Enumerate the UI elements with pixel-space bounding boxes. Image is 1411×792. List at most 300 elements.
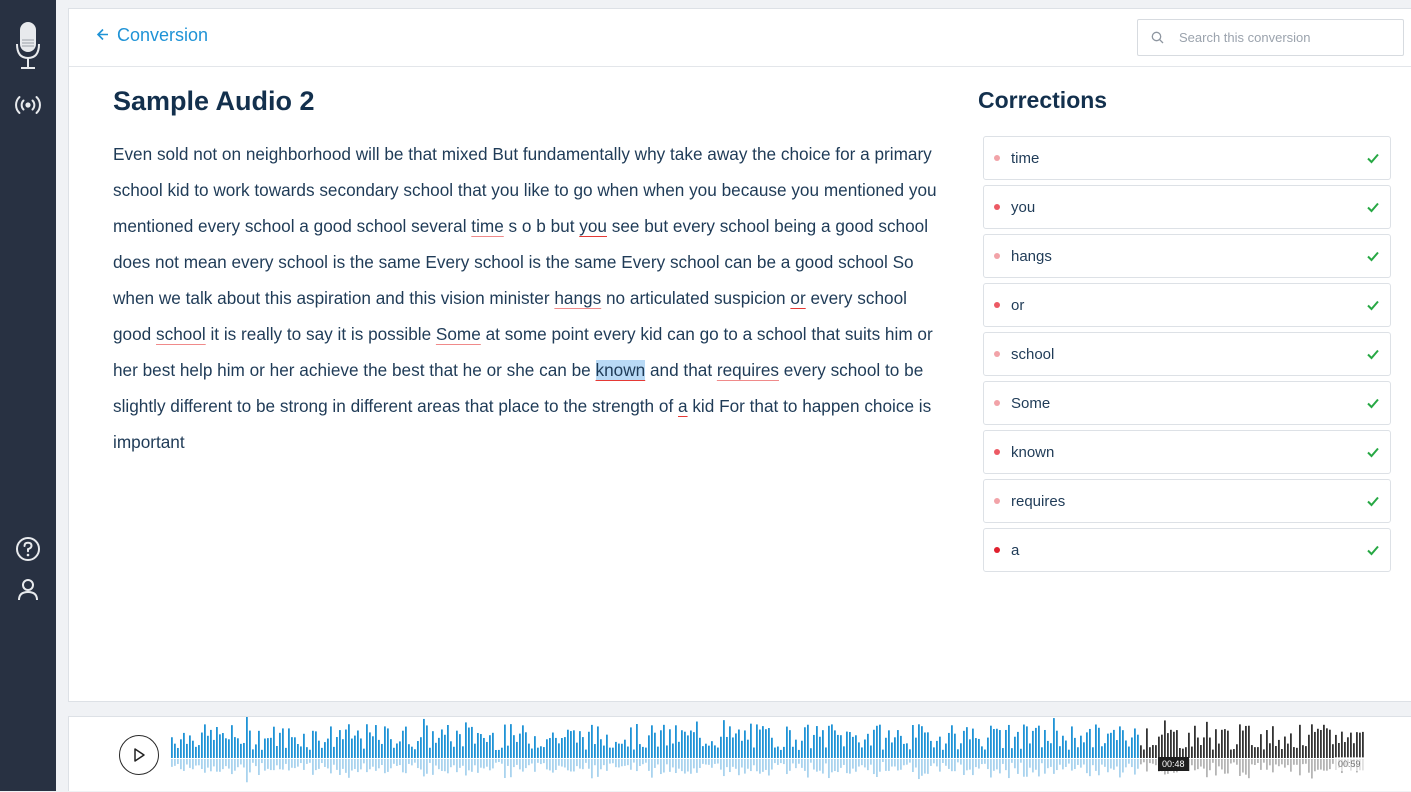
waveform-reflection bbox=[294, 759, 296, 768]
waveform-bar bbox=[1071, 726, 1073, 758]
waveform-bar bbox=[1086, 732, 1088, 758]
waveform-bar bbox=[954, 734, 956, 758]
checkmark-icon[interactable] bbox=[1366, 347, 1380, 361]
severity-dot bbox=[994, 204, 1000, 210]
flagged-word[interactable]: known bbox=[595, 360, 646, 380]
waveform-reflection bbox=[402, 759, 404, 772]
waveform-reflection bbox=[1143, 759, 1145, 762]
waveform-bar bbox=[768, 728, 770, 758]
waveform-bar bbox=[495, 750, 497, 758]
transcript-segment: s o b but bbox=[503, 216, 580, 236]
flagged-word[interactable]: a bbox=[678, 396, 688, 416]
waveform-bar bbox=[1308, 735, 1310, 758]
correction-item[interactable] bbox=[983, 185, 1391, 229]
waveform-bar bbox=[825, 747, 827, 758]
waveform-reflection bbox=[702, 759, 704, 764]
waveform-bar bbox=[1203, 737, 1205, 758]
correction-item[interactable] bbox=[983, 479, 1391, 523]
waveform-bar bbox=[225, 738, 227, 758]
waveform-reflection bbox=[957, 759, 959, 762]
waveform-bar bbox=[849, 732, 851, 758]
correction-item[interactable] bbox=[983, 430, 1391, 474]
waveform-reflection bbox=[288, 759, 290, 770]
waveform-reflection bbox=[648, 759, 650, 771]
checkmark-icon[interactable] bbox=[1366, 494, 1380, 508]
waveform-reflection bbox=[684, 759, 686, 774]
waveform-bar bbox=[1041, 747, 1043, 758]
waveform-bar bbox=[240, 744, 242, 758]
waveform-bar bbox=[1326, 728, 1328, 758]
waveform-bar bbox=[687, 735, 689, 758]
waveform-reflection bbox=[534, 759, 536, 772]
waveform-reflection bbox=[345, 759, 347, 773]
waveform-reflection bbox=[879, 759, 881, 772]
waveform[interactable] bbox=[169, 717, 1369, 792]
waveform-reflection bbox=[1149, 759, 1151, 763]
waveform-reflection bbox=[651, 759, 653, 778]
waveform-reflection bbox=[1116, 759, 1118, 767]
waveform-bar bbox=[591, 725, 593, 758]
waveform-reflection bbox=[489, 759, 491, 770]
waveform-bar bbox=[1305, 746, 1307, 758]
waveform-reflection bbox=[705, 759, 707, 765]
waveform-reflection bbox=[675, 759, 677, 773]
waveform-bar bbox=[1248, 726, 1250, 758]
waveform-bar bbox=[408, 744, 410, 758]
waveform-bar bbox=[663, 725, 665, 758]
waveform-reflection bbox=[795, 759, 797, 768]
waveform-reflection bbox=[339, 759, 341, 775]
waveform-bar bbox=[543, 747, 545, 758]
waveform-reflection bbox=[597, 759, 599, 777]
transcript-text[interactable] bbox=[113, 136, 943, 460]
waveform-bar bbox=[846, 732, 848, 758]
waveform-bar bbox=[816, 726, 818, 758]
waveform-reflection bbox=[471, 759, 473, 772]
waveform-reflection bbox=[1215, 759, 1217, 775]
waveform-bar bbox=[441, 729, 443, 758]
correction-item[interactable] bbox=[983, 234, 1391, 278]
waveform-reflection bbox=[1248, 759, 1250, 778]
waveform-bar bbox=[636, 724, 638, 758]
waveform-bar bbox=[486, 742, 488, 758]
waveform-reflection bbox=[219, 759, 221, 772]
correction-item[interactable] bbox=[983, 136, 1391, 180]
waveform-reflection bbox=[1227, 759, 1229, 773]
correction-item[interactable] bbox=[983, 528, 1391, 572]
flagged-word[interactable]: Some bbox=[435, 324, 481, 344]
waveform-reflection bbox=[321, 759, 323, 763]
corrections-title: Corrections bbox=[978, 87, 1108, 113]
correction-word: requires bbox=[1011, 492, 1066, 510]
waveform-reflection bbox=[1218, 759, 1220, 766]
waveform-bar bbox=[468, 728, 470, 758]
waveform-bar bbox=[915, 738, 917, 758]
waveform-reflection bbox=[972, 759, 974, 775]
checkmark-icon[interactable] bbox=[1366, 543, 1380, 557]
waveform-bar bbox=[552, 733, 554, 758]
waveform-reflection bbox=[378, 759, 380, 768]
waveform-bar bbox=[624, 740, 626, 758]
waveform-bar bbox=[357, 730, 359, 758]
waveform-bar bbox=[429, 748, 431, 758]
checkmark-icon[interactable] bbox=[1366, 249, 1380, 263]
waveform-reflection bbox=[720, 759, 722, 770]
waveform-bar bbox=[1242, 731, 1244, 758]
flagged-word[interactable]: time bbox=[471, 216, 504, 236]
waveform-bar bbox=[720, 737, 722, 758]
waveform-bar bbox=[918, 724, 920, 758]
waveform-reflection bbox=[285, 759, 287, 764]
waveform-reflection bbox=[1095, 759, 1097, 771]
waveform-bar bbox=[837, 735, 839, 758]
waveform-reflection bbox=[1077, 759, 1079, 765]
waveform-reflection bbox=[1089, 759, 1091, 776]
waveform-reflection bbox=[672, 759, 674, 767]
waveform-reflection bbox=[936, 759, 938, 766]
waveform-reflection bbox=[1050, 759, 1052, 767]
waveform-reflection bbox=[996, 759, 998, 769]
transcript-segment: every school good bbox=[113, 288, 907, 344]
waveform-reflection bbox=[594, 759, 596, 765]
waveform-bar bbox=[1341, 732, 1343, 758]
waveform-bar bbox=[237, 738, 239, 758]
waveform-reflection bbox=[267, 759, 269, 769]
waveform-bar bbox=[1011, 748, 1013, 758]
waveform-bar bbox=[852, 737, 854, 758]
waveform-reflection bbox=[951, 759, 953, 771]
waveform-bar bbox=[534, 736, 536, 758]
waveform-bar bbox=[1347, 737, 1349, 758]
waveform-bar bbox=[1278, 740, 1280, 758]
waveform-bar bbox=[426, 725, 428, 758]
waveform-bar bbox=[501, 748, 503, 758]
waveform-reflection bbox=[624, 759, 626, 766]
waveform-reflection bbox=[1308, 759, 1310, 773]
waveform-reflection bbox=[669, 759, 671, 772]
waveform-reflection bbox=[432, 759, 434, 775]
waveform-reflection bbox=[726, 759, 728, 767]
waveform-reflection bbox=[1200, 759, 1202, 767]
waveform-reflection bbox=[195, 759, 197, 766]
waveform-reflection bbox=[567, 759, 569, 770]
waveform-bar bbox=[813, 735, 815, 758]
transcript-segment: no articulated suspicion bbox=[601, 288, 791, 308]
waveform-reflection bbox=[393, 759, 395, 764]
waveform-reflection bbox=[765, 759, 767, 770]
waveform-reflection bbox=[252, 759, 254, 763]
waveform-bar bbox=[1260, 734, 1262, 758]
waveform-reflection bbox=[246, 759, 248, 782]
waveform-bar bbox=[525, 732, 527, 758]
waveform-reflection bbox=[513, 759, 515, 767]
correction-item[interactable] bbox=[983, 332, 1391, 376]
waveform-bar bbox=[699, 738, 701, 758]
correction-item[interactable] bbox=[983, 283, 1391, 327]
waveform-reflection bbox=[501, 759, 503, 764]
waveform-bar bbox=[1143, 749, 1145, 758]
waveform-bar bbox=[1050, 743, 1052, 758]
waveform-reflection bbox=[1278, 759, 1280, 766]
waveform-bar bbox=[579, 731, 581, 758]
waveform-reflection bbox=[1269, 759, 1271, 765]
waveform-reflection bbox=[1005, 759, 1007, 770]
waveform-reflection bbox=[498, 759, 500, 762]
waveform-bar bbox=[288, 728, 290, 758]
waveform-reflection bbox=[630, 759, 632, 770]
waveform-bar bbox=[480, 734, 482, 758]
waveform-bar bbox=[345, 730, 347, 758]
waveform-reflection bbox=[186, 759, 188, 764]
waveform-bar bbox=[603, 746, 605, 758]
waveform-reflection bbox=[1119, 759, 1121, 777]
waveform-bar bbox=[471, 727, 473, 758]
waveform-bar bbox=[693, 732, 695, 758]
waveform-bar bbox=[312, 731, 314, 758]
waveform-bar bbox=[1218, 744, 1220, 758]
waveform-reflection bbox=[975, 759, 977, 767]
waveform-bar bbox=[306, 747, 308, 758]
waveform-reflection bbox=[1014, 759, 1016, 768]
waveform-bar bbox=[900, 736, 902, 758]
waveform-bar bbox=[1293, 747, 1295, 758]
waveform-bar bbox=[186, 744, 188, 758]
waveform-reflection bbox=[1275, 759, 1277, 764]
waveform-bar bbox=[939, 737, 941, 758]
waveform-reflection bbox=[735, 759, 737, 769]
waveform-reflection bbox=[708, 759, 710, 765]
flagged-word[interactable]: you bbox=[579, 216, 607, 236]
waveform-reflection bbox=[426, 759, 428, 774]
waveform-reflection bbox=[1284, 759, 1286, 768]
waveform-bar bbox=[201, 733, 203, 758]
waveform-bar bbox=[888, 730, 890, 758]
waveform-reflection bbox=[828, 759, 830, 778]
waveform-reflection bbox=[384, 759, 386, 773]
waveform-bar bbox=[1125, 740, 1127, 758]
waveform-reflection bbox=[1302, 759, 1304, 764]
waveform-reflection bbox=[849, 759, 851, 774]
checkmark-icon[interactable] bbox=[1366, 151, 1380, 165]
waveform-bar bbox=[1065, 741, 1067, 758]
flagged-word[interactable]: requires bbox=[716, 360, 779, 380]
waveform-bar bbox=[1344, 742, 1346, 758]
waveform-reflection bbox=[1245, 759, 1247, 775]
waveform-reflection bbox=[225, 759, 227, 766]
waveform-reflection bbox=[1071, 759, 1073, 771]
waveform-reflection bbox=[882, 759, 884, 762]
checkmark-icon[interactable] bbox=[1366, 200, 1380, 214]
waveform-bar bbox=[258, 731, 260, 758]
waveform-reflection bbox=[834, 759, 836, 771]
waveform-bar bbox=[966, 727, 968, 758]
waveform-bar bbox=[483, 738, 485, 758]
waveform-bar bbox=[780, 750, 782, 758]
waveform-reflection bbox=[306, 759, 308, 764]
waveform-bar bbox=[1212, 750, 1214, 758]
waveform-reflection bbox=[1020, 759, 1022, 763]
waveform-bar bbox=[924, 732, 926, 758]
waveform-bar bbox=[660, 730, 662, 758]
waveform-reflection bbox=[1329, 759, 1331, 769]
waveform-bar bbox=[282, 728, 284, 758]
waveform-bar bbox=[216, 727, 218, 758]
waveform-reflection bbox=[933, 759, 935, 763]
waveform-bar bbox=[741, 741, 743, 758]
waveform-reflection bbox=[636, 759, 638, 771]
severity-dot bbox=[994, 449, 1000, 455]
waveform-reflection bbox=[1251, 759, 1253, 764]
waveform-bar bbox=[1269, 743, 1271, 758]
waveform-bar bbox=[1053, 718, 1055, 758]
waveform-reflection bbox=[693, 759, 695, 768]
waveform-reflection bbox=[801, 759, 803, 768]
waveform-reflection bbox=[483, 759, 485, 768]
waveform-bar bbox=[1077, 747, 1079, 758]
waveform-reflection bbox=[1101, 759, 1103, 765]
waveform-bar bbox=[789, 730, 791, 758]
checkmark-icon[interactable] bbox=[1366, 298, 1380, 312]
waveform-reflection bbox=[777, 759, 779, 765]
waveform-reflection bbox=[600, 759, 602, 769]
waveform-bar bbox=[1104, 743, 1106, 758]
waveform-reflection bbox=[678, 759, 680, 769]
waveform-reflection bbox=[969, 759, 971, 770]
waveform-bar bbox=[978, 739, 980, 758]
waveform-bar bbox=[330, 726, 332, 758]
waveform-bar bbox=[600, 739, 602, 758]
waveform-bar bbox=[1095, 724, 1097, 758]
waveform-bar bbox=[336, 737, 338, 758]
waveform-reflection bbox=[444, 759, 446, 771]
waveform-reflection bbox=[789, 759, 791, 771]
waveform-bar bbox=[1227, 731, 1229, 758]
waveform-bar bbox=[570, 731, 572, 758]
waveform-bar bbox=[210, 730, 212, 758]
waveform-bar bbox=[537, 748, 539, 758]
search-box[interactable] bbox=[1137, 19, 1404, 56]
waveform-reflection bbox=[654, 759, 656, 768]
waveform-reflection bbox=[531, 759, 533, 763]
flagged-word[interactable]: school bbox=[156, 324, 206, 344]
waveform-reflection bbox=[642, 759, 644, 764]
waveform-reflection bbox=[978, 759, 980, 769]
waveform-reflection bbox=[255, 759, 257, 766]
search-input[interactable] bbox=[1177, 29, 1381, 46]
waveform-bar bbox=[1035, 728, 1037, 758]
waveform-reflection bbox=[1017, 759, 1019, 774]
waveform-reflection bbox=[222, 759, 224, 769]
waveform-bar bbox=[750, 724, 752, 758]
waveform-reflection bbox=[228, 759, 230, 769]
waveform-reflection bbox=[870, 759, 872, 765]
waveform-bar bbox=[411, 747, 413, 758]
waveform-bar bbox=[1167, 733, 1169, 758]
waveform-bar bbox=[1275, 746, 1277, 758]
waveform-bar bbox=[1068, 750, 1070, 758]
waveform-bar bbox=[963, 731, 965, 758]
checkmark-icon[interactable] bbox=[1366, 445, 1380, 459]
waveform-bar bbox=[1197, 738, 1199, 758]
waveform-reflection bbox=[945, 759, 947, 766]
waveform-reflection bbox=[750, 759, 752, 771]
user-icon[interactable] bbox=[0, 577, 56, 601]
waveform-bar bbox=[366, 724, 368, 758]
waveform-reflection bbox=[780, 759, 782, 763]
play-button[interactable] bbox=[119, 735, 159, 775]
severity-dot bbox=[994, 155, 1000, 161]
waveform-reflection bbox=[639, 759, 641, 766]
waveform-reflection bbox=[405, 759, 407, 773]
waveform-bar bbox=[327, 739, 329, 758]
waveform-bar bbox=[927, 732, 929, 758]
waveform-reflection bbox=[300, 759, 302, 763]
waveform-reflection bbox=[1122, 759, 1124, 772]
waveform-bar bbox=[951, 725, 953, 758]
waveform-reflection bbox=[465, 759, 467, 775]
waveform-bar bbox=[696, 722, 698, 758]
flagged-word[interactable]: or bbox=[790, 288, 806, 308]
help-icon[interactable] bbox=[0, 536, 56, 562]
waveform-reflection bbox=[909, 759, 911, 763]
waveform-reflection bbox=[657, 759, 659, 764]
waveform-bar bbox=[657, 747, 659, 758]
waveform-bar bbox=[324, 742, 326, 758]
waveform-bar bbox=[1281, 749, 1283, 758]
waveform-bar bbox=[759, 730, 761, 758]
waveform-bar bbox=[1215, 729, 1217, 758]
waveform-bar bbox=[342, 739, 344, 758]
waveform-reflection bbox=[231, 759, 233, 774]
waveform-bar bbox=[315, 731, 317, 758]
microphone-logo[interactable] bbox=[0, 20, 56, 72]
waveform-bar bbox=[261, 750, 263, 758]
total-time: 00:59 bbox=[1335, 757, 1364, 771]
waveform-bar bbox=[1170, 730, 1172, 758]
waveform-reflection bbox=[1092, 759, 1094, 765]
flagged-word[interactable]: hangs bbox=[554, 288, 602, 308]
waveform-reflection bbox=[1035, 759, 1037, 770]
waveform-bar bbox=[1311, 724, 1313, 758]
severity-dot bbox=[994, 498, 1000, 504]
waveform-bar bbox=[753, 748, 755, 758]
waveform-bar bbox=[711, 741, 713, 758]
waveform-reflection bbox=[927, 759, 929, 774]
waveform-reflection bbox=[621, 759, 623, 766]
waveform-bar bbox=[882, 750, 884, 758]
waveform-bar bbox=[522, 725, 524, 758]
waveform-reflection bbox=[309, 759, 311, 763]
waveform-bar bbox=[1092, 747, 1094, 758]
waveform-reflection bbox=[888, 759, 890, 771]
waveform-bar bbox=[810, 748, 812, 758]
waveform-reflection bbox=[333, 759, 335, 765]
checkmark-icon[interactable] bbox=[1366, 396, 1380, 410]
waveform-reflection bbox=[1242, 759, 1244, 773]
broadcast-icon[interactable] bbox=[0, 95, 56, 115]
waveform-bar bbox=[1122, 730, 1124, 758]
correction-item[interactable] bbox=[983, 381, 1391, 425]
waveform-reflection bbox=[1080, 759, 1082, 768]
waveform-reflection bbox=[1044, 759, 1046, 774]
waveform-bar bbox=[564, 737, 566, 758]
waveform-reflection bbox=[291, 759, 293, 768]
waveform-bar bbox=[708, 746, 710, 758]
waveform-bar bbox=[465, 722, 467, 758]
waveform-reflection bbox=[717, 759, 719, 764]
transcript-segment: every school to be slightly different to be strong in different areas that place to the strength of bbox=[113, 360, 924, 416]
back-link[interactable] bbox=[96, 25, 208, 46]
